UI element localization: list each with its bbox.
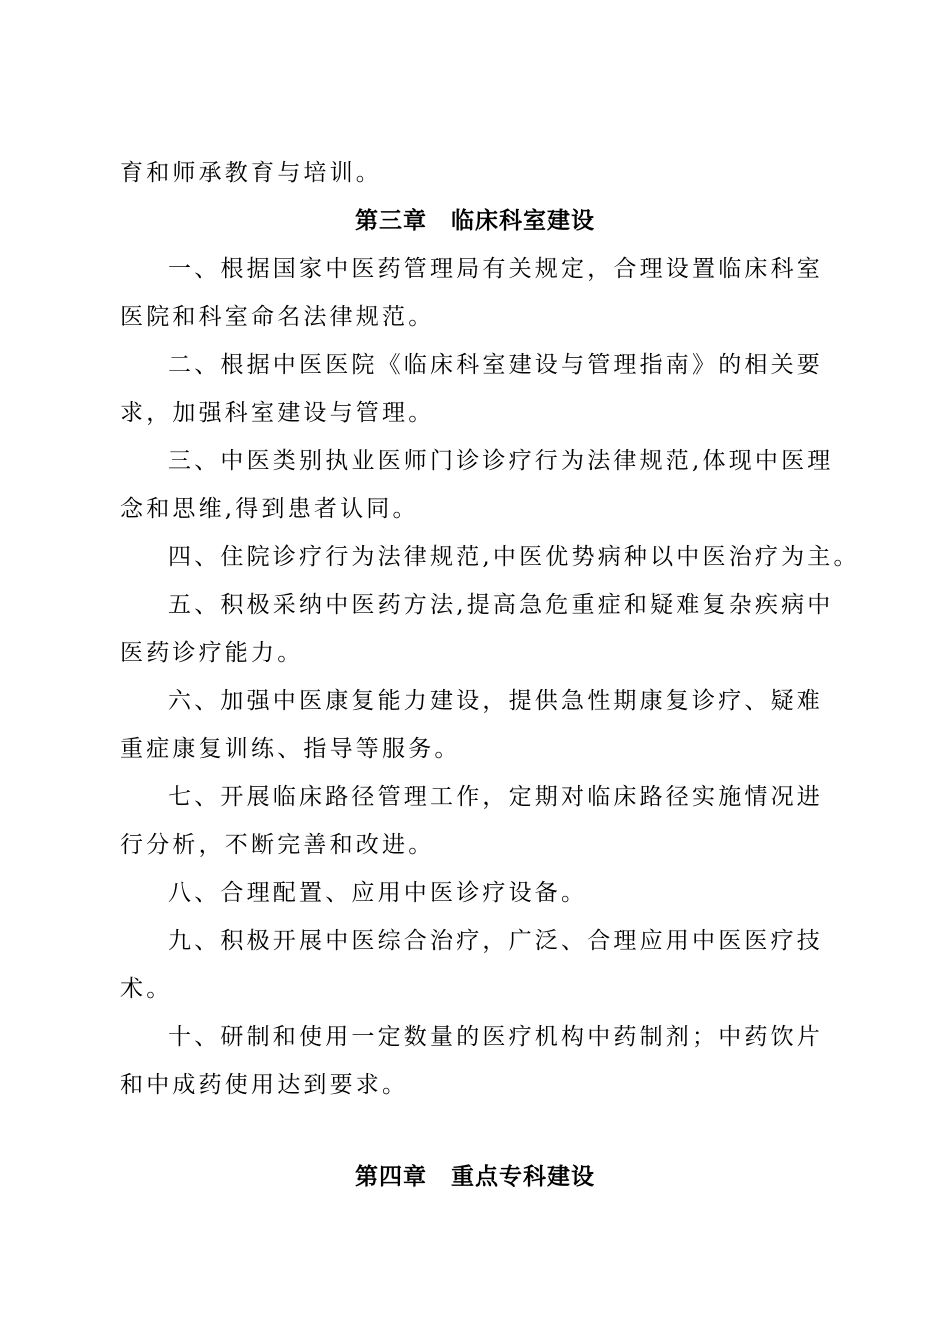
item-8-line-1: 八、合理配置、应用中医诊疗设备。	[168, 880, 588, 906]
item-5-line-2: 医药诊疗能力。	[120, 640, 304, 666]
item-4-line-1: 四、住院诊疗行为法律规范,中医优势病种以中医治疗为主。	[168, 544, 860, 570]
item-7-line-2: 行分析，不断完善和改进。	[120, 832, 435, 858]
item-3-line-1: 三、中医类别执业医师门诊诊疗行为法律规范,体现中医理	[168, 448, 834, 474]
intro-tail-line: 育和师承教育与培训。	[120, 160, 382, 186]
item-1-line-1: 一、根据国家中医药管理局有关规定，合理设置临床科室	[168, 256, 823, 282]
item-7-line-1: 七、开展临床路径管理工作，定期对临床路径实施情况进	[168, 784, 823, 810]
item-2-line-2: 求，加强科室建设与管理。	[120, 400, 435, 426]
chapter-4-title: 第四章 重点专科建设	[355, 1163, 595, 1190]
item-2-line-1: 二、根据中医医院《临床科室建设与管理指南》的相关要	[168, 352, 823, 378]
item-10-line-1: 十、研制和使用一定数量的医疗机构中药制剂；中药饮片	[168, 1024, 823, 1050]
item-6-line-1: 六、加强中医康复能力建设，提供急性期康复诊疗、疑难	[168, 688, 823, 714]
item-3-line-2: 念和思维,得到患者认同。	[120, 496, 419, 522]
item-6-line-2: 重症康复训练、指导等服务。	[120, 736, 461, 762]
item-9-line-2: 术。	[120, 976, 173, 1002]
chapter-3-title: 第三章 临床科室建设	[355, 207, 595, 234]
item-10-line-2: 和中成药使用达到要求。	[120, 1072, 409, 1098]
item-1-line-2: 医院和科室命名法律规范。	[120, 304, 435, 330]
item-5-line-1: 五、积极采纳中医药方法,提高急危重症和疑难复杂疾病中	[168, 592, 834, 618]
item-9-line-1: 九、积极开展中医综合治疗，广泛、合理应用中医医疗技	[168, 928, 823, 954]
